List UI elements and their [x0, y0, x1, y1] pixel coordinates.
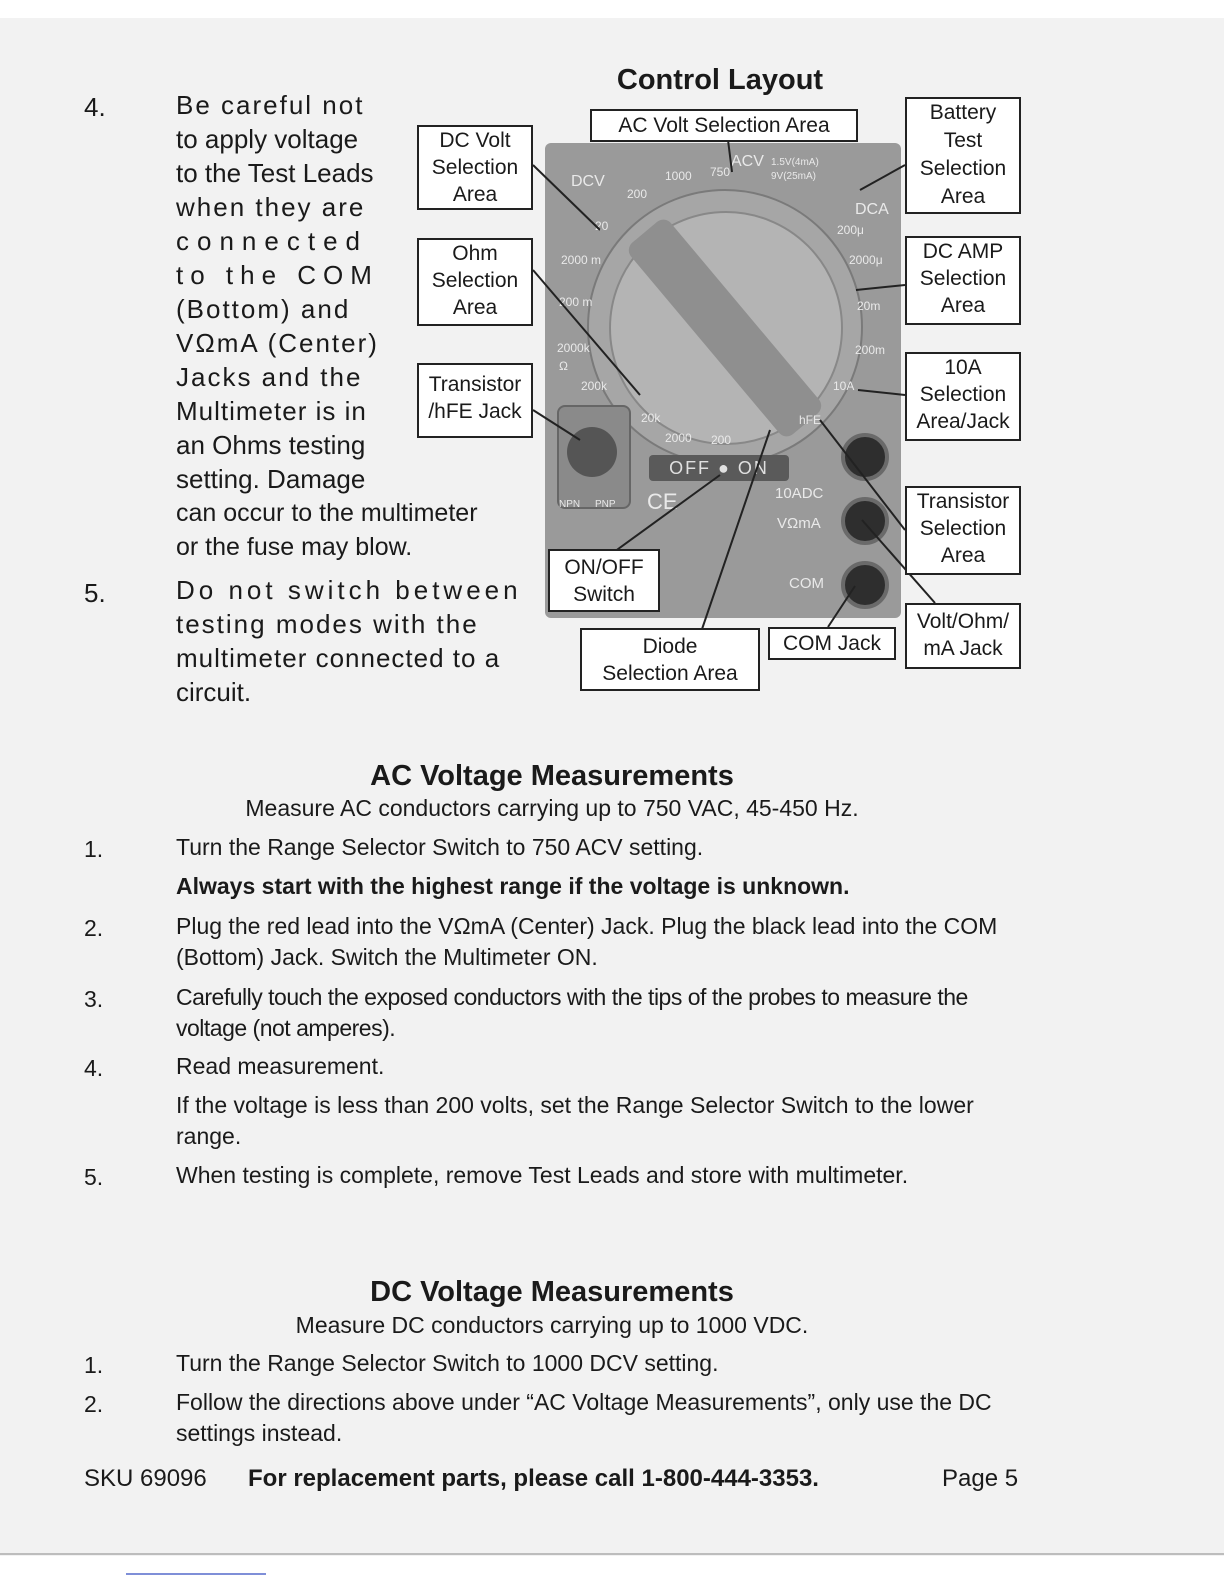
leader-ohm [533, 270, 640, 395]
callout-ohm [417, 238, 533, 326]
label-pnp: PNP [595, 499, 616, 510]
item-5-line: Do not switch between [176, 575, 522, 605]
label-750: 750 [710, 165, 731, 179]
label-npn: NPN [559, 499, 581, 510]
label-acv: ACV [731, 153, 764, 170]
item-4-line: can occur to the multimeter [176, 499, 478, 527]
leader-dc-volt [533, 165, 600, 230]
callout-line: Area/Jack [916, 410, 1010, 433]
label-ohm: Ω [559, 359, 568, 373]
leader-battery [860, 165, 905, 190]
label-ce: CE [647, 489, 678, 514]
item-5-number: 5. [84, 578, 106, 608]
leader-transistor-hfe [533, 410, 580, 440]
bottom-rule [0, 1553, 1224, 1555]
label-10adc: 10ADC [775, 485, 824, 502]
callout-line: mA Jack [923, 637, 1003, 660]
callout-diode [580, 628, 760, 691]
ac-step-text: Carefully touch the exposed conductors with the tips of the probes to measure the voltage (not amperes). [176, 984, 968, 1041]
callout-line: Transistor [916, 490, 1010, 513]
leader-transistor-sel [820, 420, 905, 530]
callout-10a [905, 352, 1021, 441]
callout-line: Switch [573, 583, 635, 606]
callout-battery-test [905, 97, 1021, 214]
item-4-line: to the Test Leads [176, 158, 374, 188]
ac-step-text: Read measurement. [176, 1053, 385, 1079]
label-dca: DCA [855, 201, 889, 218]
item-4-line: connected [176, 226, 368, 256]
ac-step-note: Always start with the highest range if the voltage is unknown. [176, 873, 850, 899]
callout-line: ON/OFF [564, 556, 644, 579]
label-10a: 10A [833, 379, 855, 393]
ac-step-number: 1. [84, 836, 104, 862]
item-4-line: (Bottom) and [176, 294, 351, 324]
ac-step-number: 5. [84, 1164, 104, 1190]
footer-page-number: Page 5 [942, 1465, 1019, 1492]
label-200-ohm: 200 [711, 433, 732, 447]
callout-ac-volt [590, 109, 858, 142]
callout-line: Test [943, 129, 983, 152]
ac-step-text: Turn the Range Selector Switch to 750 ACV setting. [176, 834, 704, 860]
label-200k: 200k [581, 379, 608, 393]
callout-transistor-selection [905, 486, 1021, 575]
callout-line: Area [940, 185, 986, 208]
ac-step-note: If the voltage is less than 200 volts, set the Range Selector Switch to the lower range. [176, 1092, 974, 1149]
label-2000: 2000 [665, 431, 692, 445]
leader-ac-volt [728, 140, 732, 172]
label-battery-2: 9V(25mA) [771, 171, 817, 182]
callout-line: Transistor [428, 373, 522, 396]
callout-line: COM Jack [782, 632, 881, 655]
item-4-line: to the COM [176, 260, 379, 290]
ac-section-subtitle: Measure AC conductors carrying up to 750 VAC, 45-450 Hz. [245, 795, 859, 821]
callout-line: DC AMP [922, 240, 1004, 263]
callout-transistor-hfe-jack [417, 363, 533, 438]
callout-line: Diode [642, 635, 698, 658]
label-vma: VΩmA [777, 515, 821, 532]
label-200ma: 200m [855, 343, 886, 357]
item-4-line: Multimeter is in [176, 396, 367, 426]
label-dcv: DCV [571, 173, 605, 190]
callout-line: Selection [919, 517, 1007, 540]
callout-line: /hFE Jack [428, 400, 522, 423]
callout-line: Selection [431, 156, 519, 179]
callout-line: Ohm [452, 242, 498, 265]
dc-step-text: Follow the directions above under “AC Voltage Measurements”, only use the DC settings instead. [176, 1389, 992, 1446]
ac-step-text: Plug the red lead into the VΩmA (Center) Jack. Plug the black lead into the COM (Bottom) Jack. Switch the Multimeter ON. [176, 913, 998, 970]
callout-line: Area [452, 183, 498, 206]
label-2000u: 2000μ [849, 253, 883, 267]
ac-step-number: 4. [84, 1055, 104, 1081]
control-layout-title: Control Layout [616, 64, 824, 96]
leader-on-off [603, 475, 720, 560]
dc-section-title: DC Voltage Measurements [370, 1276, 734, 1308]
callout-line: Selection [919, 157, 1007, 180]
callout-line: Area [940, 294, 986, 317]
callout-line: Area [452, 296, 498, 319]
callout-line: DC Volt [439, 129, 511, 152]
footer-sku: SKU 69096 [84, 1465, 207, 1492]
item-4-line: Jacks and the [176, 362, 363, 392]
item-4-number: 4. [84, 92, 106, 122]
callout-volt-ohm-ma-jack [905, 603, 1021, 669]
callout-line: Volt/Ohm/ [916, 610, 1010, 633]
callout-line: Selection Area [602, 662, 738, 685]
item-4-line: setting. Damage [176, 464, 366, 494]
footer-phone: For replacement parts, please call 1-800-444-3353. [248, 1465, 819, 1492]
item-4-line: to apply voltage [176, 124, 359, 154]
leader-com [828, 586, 855, 627]
ac-step-number: 3. [84, 986, 104, 1012]
leader-diode [700, 430, 770, 635]
label-20m: 20m [857, 299, 881, 313]
item-4-line: VΩmA (Center) [176, 328, 379, 358]
leader-dc-amp [856, 285, 905, 290]
ac-step-number: 2. [84, 915, 104, 941]
leader-10a [858, 390, 905, 395]
callout-dc-amp [905, 236, 1021, 325]
label-20k: 20k [641, 411, 661, 425]
label-20v: 20 [595, 219, 609, 233]
callout-line: Selection [919, 383, 1007, 406]
item-4-line: or the fuse may blow. [176, 533, 413, 561]
dc-section-subtitle: Measure DC conductors carrying up to 1000 VDC. [295, 1312, 809, 1338]
label-1000: 1000 [665, 169, 692, 183]
label-com: COM [789, 575, 824, 592]
dc-step-number: 2. [84, 1391, 104, 1417]
label-2000m: 2000 m [561, 253, 602, 267]
callout-line: Battery [929, 101, 997, 124]
item-5-line: circuit. [176, 677, 252, 707]
callout-on-off-switch [548, 549, 660, 612]
callout-com-jack [768, 627, 896, 660]
item-4-line: Be careful not [176, 90, 365, 120]
label-hfe: hFE [799, 413, 822, 427]
callout-dc-volt [417, 125, 533, 210]
item-4-line: an Ohms testing [176, 430, 366, 460]
callout-line: AC Volt Selection Area [618, 114, 830, 137]
item-5-line: testing modes with the [176, 609, 479, 639]
ac-step-text: When testing is complete, remove Test Leads and store with multimeter. [176, 1162, 909, 1188]
bottom-mark [126, 1573, 266, 1575]
label-200v: 200 [627, 187, 648, 201]
callout-line: Selection [919, 267, 1007, 290]
label-2000k: 2000k [557, 341, 590, 355]
dc-step-number: 1. [84, 1352, 104, 1378]
dc-step-text: Turn the Range Selector Switch to 1000 DCV setting. [176, 1350, 719, 1376]
label-200m: 200 m [559, 295, 593, 309]
item-4-line: when they are [176, 192, 366, 222]
callout-line: Area [940, 544, 986, 567]
callout-line: Selection [431, 269, 519, 292]
ac-section-title: AC Voltage Measurements [370, 760, 734, 792]
item-5-line: multimeter connected to a [176, 643, 501, 673]
device-on-off-switch: OFF ● ON [649, 455, 789, 481]
label-battery-1: 1.5V(4mA) [771, 157, 819, 168]
callout-line: 10A [944, 356, 982, 379]
label-200u: 200μ [837, 223, 864, 237]
